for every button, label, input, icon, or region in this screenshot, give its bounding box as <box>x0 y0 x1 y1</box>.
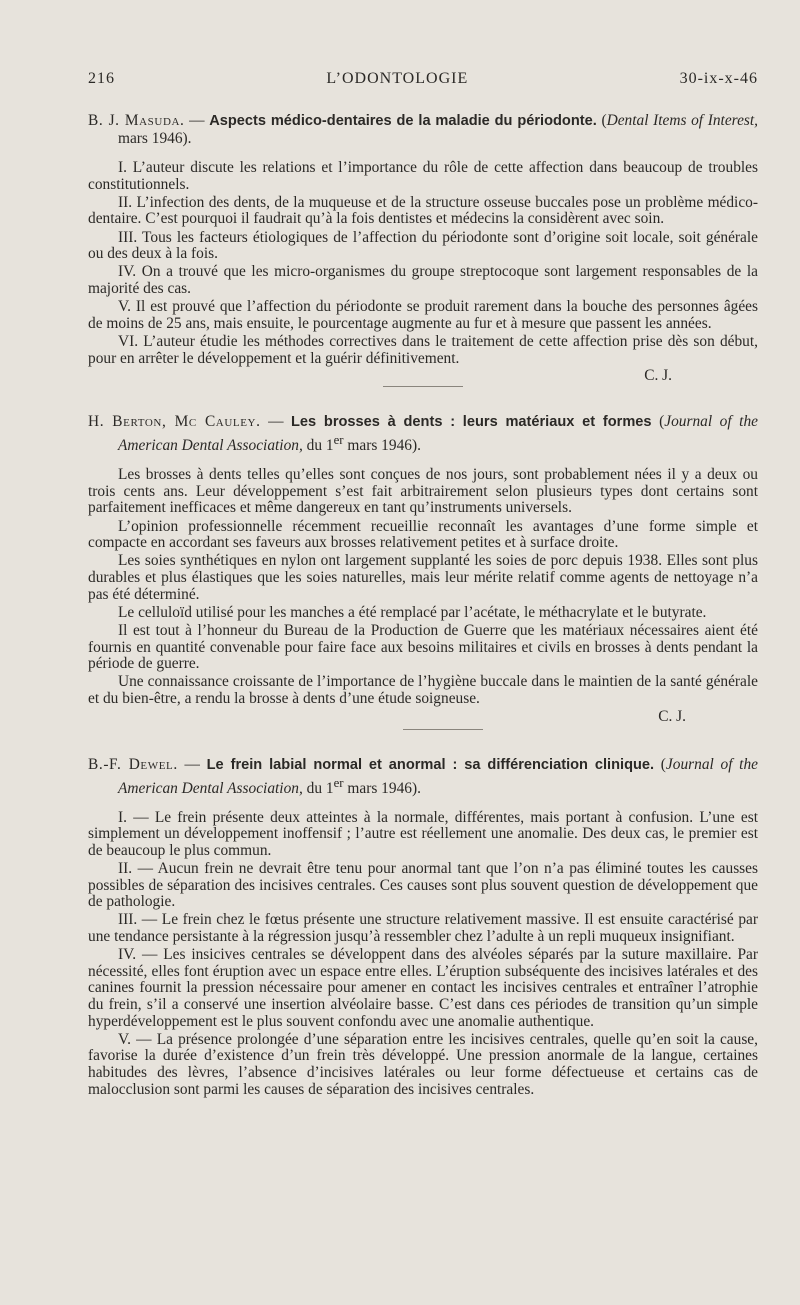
article-paragraph: I. L’auteur discute les relations et l’importance du rôle de cette affection dans beaucoup de troubles constitutionnels. <box>88 159 758 193</box>
article-paragraph: IV. On a trouvé que les micro-organismes du groupe streptocoque sont largement responsables de la majorité des cas. <box>88 263 758 297</box>
article-citation: H. Berton, Mc Cauley. — Les brosses à dents : leurs matériaux et formes (Journal of the American Dental Association, du 1er mars 1946). <box>88 413 758 455</box>
article-authors: B.-F. Dewel. <box>88 755 178 773</box>
journal-title: L’ODONTOLOGIE <box>326 70 469 87</box>
page-number: 216 <box>88 70 115 87</box>
article-paragraph: III. Tous les facteurs étiologiques de l’affection du périodonte sont d’origine soit locale, soit générale ou des deux à la fois. <box>88 228 758 263</box>
article-citation: B.-F. Dewel. — Le frein labial normal et anormal : sa différenciation clinique. (Journal of the American Dental Association, du 1er mars 1946). <box>88 755 758 797</box>
article-paragraph: L’opinion professionnelle récemment recueillie reconnaît les avantages d’une forme simple et compacte en accordant ses faveurs aux brosses relativement petites et à surface droite. <box>88 517 758 552</box>
article-authors: B. J. Masuda. <box>88 112 185 129</box>
article-title: Les brosses à dents : leurs matériaux et formes <box>291 414 652 431</box>
article-signature: C. J. <box>644 367 672 385</box>
issue-date: 30-ix-x-46 <box>679 70 758 87</box>
article-paragraph: Il est tout à l’honneur du Bureau de la Production de Guerre que les matériaux nécessaires aient été fournis en quantité convenable pour faire face aux besoins militaires et civils en brosses à dents pendant la période de guerre. <box>88 621 758 673</box>
article-title: Aspects médico-dentaires de la maladie du périodonte. <box>209 113 597 129</box>
article-paragraph: III. — Le frein chez le fœtus présente une structure relativement massive. Il est ensuite caractérisé par une tendance persistante à la régression jusqu’à ressembler chez l’adulte à un repli muqueux insignifiant. <box>88 911 758 945</box>
article-masuda <box>88 112 758 387</box>
article-citation: B. J. Masuda. — Aspects médico-dentaires de la maladie du périodonte. (Dental Items of Interest, mars 1946). <box>88 112 759 147</box>
article-paragraph: II. — Aucun frein ne devrait être tenu pour anormal tant que l’on n’a pas éliminé toutes les causses possibles de séparation des incisives centrales. Ces causes sont plus souvent question de développement que de pathologie. <box>88 860 758 911</box>
article-paragraph: V. Il est prouvé que l’affection du périodonte se produit rarement dans la bouche des personnes âgées de moins de 25 ans, mais ensuite, le pourcentage augmente au fur et à mesure que passent les années. <box>88 298 758 332</box>
article-paragraph: V. — La présence prolongée d’une séparation entre les incisives centrales, quelle qu’en soit la cause, favorise la durée d’existence d’un frein très développé. Une pression anormale de la langue, certaines habitudes des lèvres, l’absence d’incisives latérales ou leur forme défectueuse et certains cas de malocclusion sont parmi les causes de séparation des incisives centrales. <box>88 1030 758 1098</box>
article-paragraph: Une connaissance croissante de l’importance de l’hygiène buccale dans le maintien de la santé générale et du bien-être, a rendu la brosse à dents d’une étude soigneuse. <box>88 673 758 707</box>
article-berton <box>88 413 758 729</box>
section-divider <box>403 729 483 730</box>
article-journal: Dental Items of Interest, <box>606 112 759 129</box>
article-authors: H. Berton, Mc Cauley. <box>88 413 261 431</box>
article-dewel <box>88 756 758 1099</box>
article-title: Le frein labial normal et anormal : sa différenciation clinique. <box>206 756 655 773</box>
article-paragraph: VI. L’auteur étudie les méthodes correctives dans le traitement de cette affection prise dès son début, pour en arrêter le développement et la guérir définitivement. <box>88 332 758 367</box>
article-paragraph: Les brosses à dents telles qu’elles sont conçues de nos jours, sont probablement nées il y a deux ou trois cents ans. Leur développement s’est fait arbitrairement selon plusieurs types dont certains sont parfaitement inefficaces et même dangereux en tant qu’instruments universels. <box>88 466 758 517</box>
article-journal: Journal of the American Dental Association, <box>118 413 758 455</box>
article-paragraph: I. — Le frein présente deux atteintes à la normale, différentes, mais portant à confusion. L’une est simplement un développement inoffensif ; l’autre est réellement une anomalie. Des deux cas, le premier est de beaucoup le plus commun. <box>88 808 758 859</box>
article-paragraph: IV. — Les insicives centrales se développent dans des alvéoles séparés par la suture maxillaire. Par nécessité, elles font éruption avec un espace entre elles. L’éruption subséquente des incisives latérales et des canines fournit la pression nécessaire pour amener en contact les incisives centrales et entraîner l’atrophie du frein, s’il a conservé une insertion alvéolaire basse. C’est dans ces périodes de transition qu’un simple hyperdéveloppement est le plus souvent confondu avec une anomalie authentique. <box>88 946 758 1030</box>
article-journal: Journal of the American Dental Association, <box>118 755 758 797</box>
article-paragraph: II. L’infection des dents, de la muqueuse et de la structure osseuse buccales pose un problème médico-dentaire. C’est pourquoi il faudrait qu’à la fois dentistes et médecins la considèrent avec soin. <box>88 193 758 228</box>
section-divider <box>383 386 463 387</box>
article-paragraph: Le celluloïd utilisé pour les manches a été remplacé par l’acétate, le méthacrylate et le butyrate. <box>118 603 707 621</box>
article-signature: C. J. <box>658 707 686 725</box>
article-paragraph: Les soies synthétiques en nylon ont largement supplanté les soies de porc depuis 1938. Elles sont plus durables et plus élastiques que les soies naturelles, mais leur mérite relatif comme agents de nettoyage n’a pas été déterminé. <box>88 552 758 603</box>
running-head <box>88 70 758 88</box>
article-date: mars 1946). <box>118 130 192 147</box>
